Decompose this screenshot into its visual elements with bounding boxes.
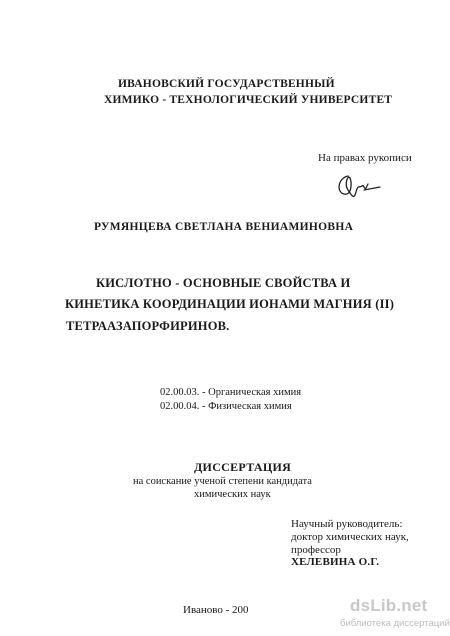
thesis-title-line-1: КИСЛОТНО - ОСНОВНЫЕ СВОЙСТВА И: [96, 276, 351, 290]
handwritten-signature-icon: [334, 170, 382, 204]
dslib-watermark[interactable]: [340, 596, 450, 632]
supervisor-label: Научный руководитель:: [291, 518, 403, 530]
rights-note: На правах рукописи: [318, 152, 412, 164]
supervisor-name: ХЕЛЕВИНА О.Г.: [291, 556, 380, 568]
dissertation-degree-line-1: на соискание ученой степени кандидата: [133, 476, 312, 487]
university-name-line-2: ХИМИКО - ТЕХНОЛОГИЧЕСКИЙ УНИВЕРСИТЕТ: [104, 94, 393, 106]
city-year: Иваново - 200: [183, 604, 249, 616]
dissertation-heading: ДИССЕРТАЦИЯ: [194, 460, 292, 474]
thesis-title-line-2: КИНЕТИКА КООРДИНАЦИИ ИОНАМИ МАГНИЯ (II): [65, 297, 395, 311]
watermark-tagline: библиотека диссертаций: [340, 618, 450, 629]
author-name: РУМЯНЦЕВА СВЕТЛАНА ВЕНИАМИНОВНА: [94, 221, 354, 233]
specialty-organic-chemistry: 02.00.03. - Органическая химия: [160, 387, 302, 398]
supervisor-title: профессор: [291, 544, 341, 556]
specialty-physical-chemistry: 02.00.04. - Физическая химия: [160, 401, 292, 412]
supervisor-degree: доктор химических наук,: [291, 531, 409, 543]
watermark-logo: dsLib.net: [350, 596, 428, 615]
dissertation-degree-line-2: химических наук: [194, 489, 271, 500]
university-name-line-1: ИВАНОВСКИЙ ГОСУДАРСТВЕННЫЙ: [118, 78, 335, 90]
thesis-title-line-3: ТЕТРААЗАПОРФИРИНОВ.: [66, 319, 230, 333]
